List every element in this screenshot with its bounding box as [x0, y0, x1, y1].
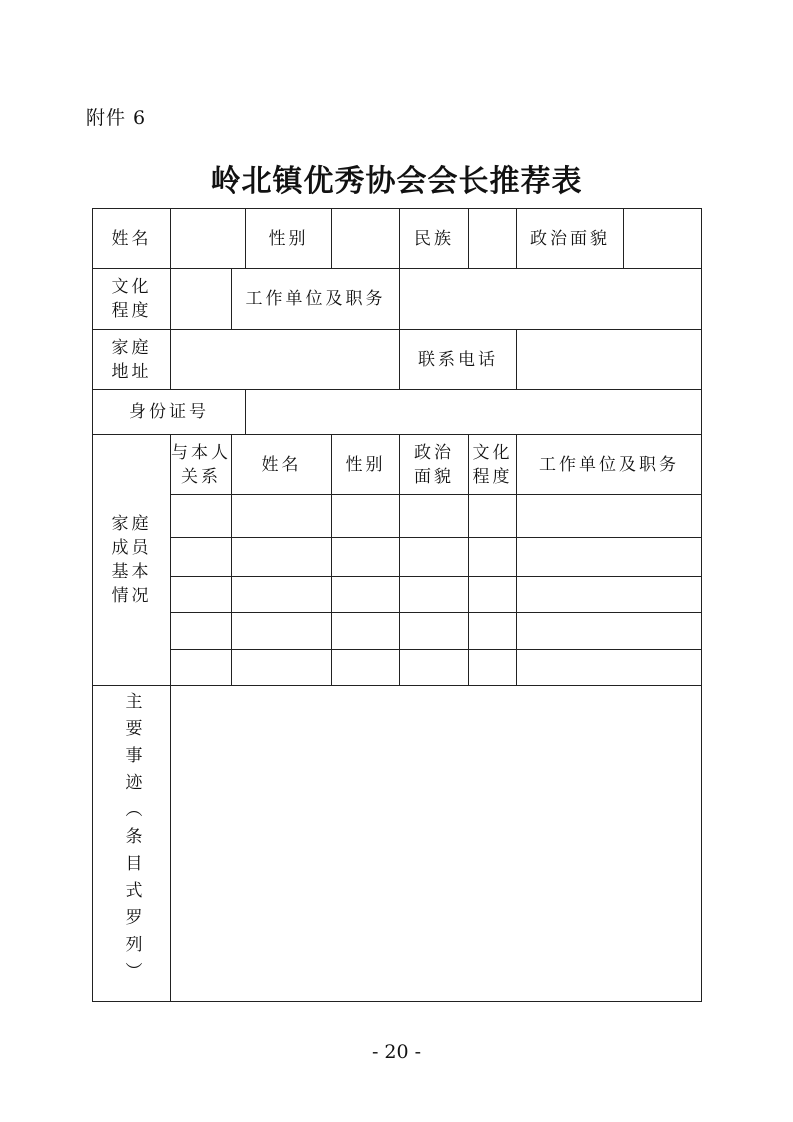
family-header-education: 文化 程度: [469, 435, 517, 495]
family-cell[interactable]: [400, 495, 469, 538]
phone-field[interactable]: [517, 330, 702, 390]
education-label: 文化 程度: [93, 269, 171, 330]
family-cell[interactable]: [517, 613, 702, 650]
family-cell[interactable]: [469, 495, 517, 538]
family-cell[interactable]: [400, 538, 469, 577]
family-cell[interactable]: [400, 613, 469, 650]
main-deeds-label-cell: [93, 686, 171, 1002]
family-cell[interactable]: [232, 650, 332, 686]
gender-field[interactable]: [332, 209, 400, 269]
family-header-political: 政治 面貌: [400, 435, 469, 495]
page-number: - 20 -: [371, 1041, 422, 1063]
family-header-relation: 与本人 关系: [171, 435, 232, 495]
family-row: [93, 495, 702, 538]
family-cell[interactable]: [171, 495, 232, 538]
ethnicity-label: 民族: [400, 209, 469, 269]
family-cell[interactable]: [469, 538, 517, 577]
page-title: 岭北镇优秀协会会长推荐表: [210, 164, 583, 199]
family-cell[interactable]: [332, 577, 400, 613]
ethnicity-field[interactable]: [469, 209, 517, 269]
attachment-label: 附件 6: [86, 107, 147, 129]
family-cell[interactable]: [469, 613, 517, 650]
family-cell[interactable]: [517, 577, 702, 613]
family-row: [93, 613, 702, 650]
family-row: [93, 538, 702, 577]
family-cell[interactable]: [332, 538, 400, 577]
phone-label: 联系电话: [400, 330, 517, 390]
id-number-label: 身份证号: [93, 390, 246, 435]
family-header-workplace: 工作单位及职务: [517, 435, 702, 495]
family-cell[interactable]: [400, 650, 469, 686]
id-number-field[interactable]: [246, 390, 702, 435]
family-cell[interactable]: [232, 613, 332, 650]
family-cell[interactable]: [469, 650, 517, 686]
family-cell[interactable]: [171, 538, 232, 577]
family-cell[interactable]: [171, 650, 232, 686]
family-section-label: 家庭 成员 基本 情况: [93, 435, 171, 686]
name-field[interactable]: [171, 209, 246, 269]
family-header-gender: 性别: [332, 435, 400, 495]
family-row: [93, 650, 702, 686]
family-cell[interactable]: [171, 613, 232, 650]
recommendation-form: [92, 208, 702, 1002]
family-cell[interactable]: [400, 577, 469, 613]
political-status-label: 政治面貌: [517, 209, 624, 269]
family-cell[interactable]: [332, 613, 400, 650]
family-cell[interactable]: [517, 538, 702, 577]
family-cell[interactable]: [469, 577, 517, 613]
family-cell[interactable]: [517, 650, 702, 686]
main-deeds-label: 主要事迹︵条目式罗列︶: [121, 691, 142, 989]
family-cell[interactable]: [332, 650, 400, 686]
workplace-label: 工作单位及职务: [232, 269, 400, 330]
education-field[interactable]: [171, 269, 232, 330]
name-label: 姓名: [93, 209, 171, 269]
gender-label: 性别: [246, 209, 332, 269]
family-cell[interactable]: [171, 577, 232, 613]
workplace-field[interactable]: [400, 269, 702, 330]
family-header-name: 姓名: [232, 435, 332, 495]
family-cell[interactable]: [232, 495, 332, 538]
main-deeds-field[interactable]: [171, 686, 702, 1002]
family-row: [93, 577, 702, 613]
family-cell[interactable]: [232, 538, 332, 577]
address-field[interactable]: [171, 330, 400, 390]
address-label: 家庭 地址: [93, 330, 171, 390]
political-status-field[interactable]: [624, 209, 702, 269]
family-cell[interactable]: [232, 577, 332, 613]
family-cell[interactable]: [517, 495, 702, 538]
family-cell[interactable]: [332, 495, 400, 538]
